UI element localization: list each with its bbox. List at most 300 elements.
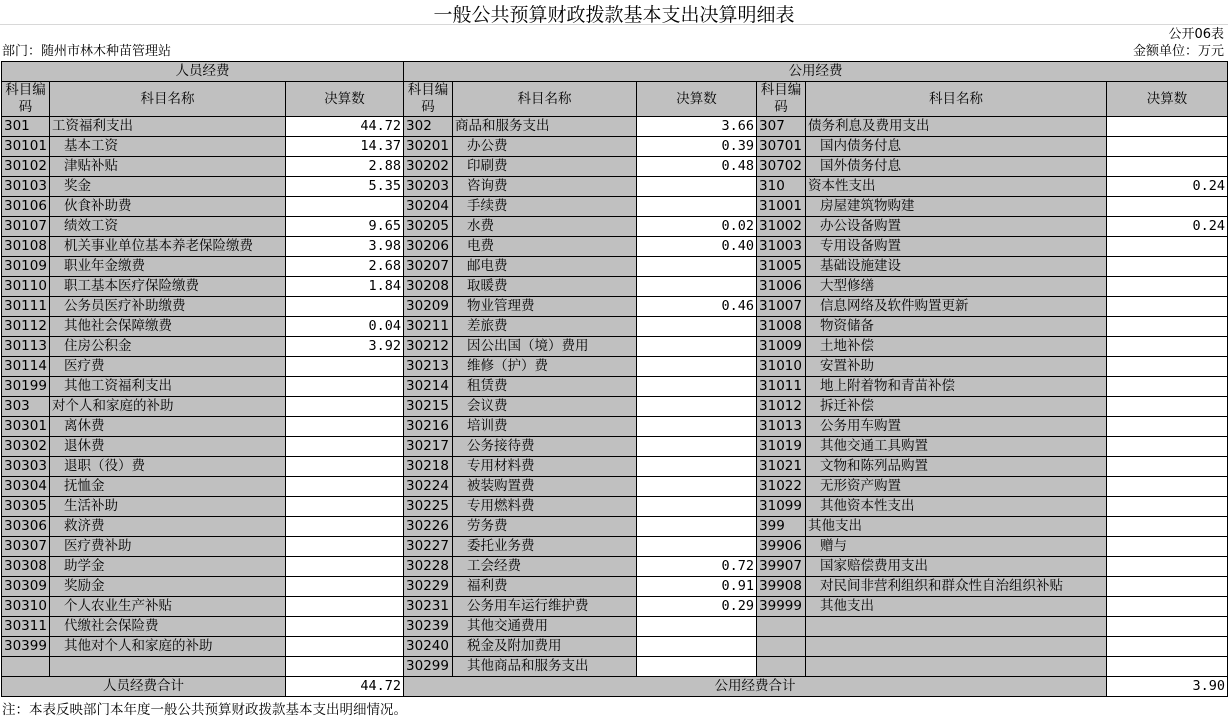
name-header-1: 科目名称 [50,82,286,117]
subject-name-cell: 其他社会保障缴费 [50,317,286,337]
amount-cell [1107,637,1228,657]
subject-name-cell: 其他对个人和家庭的补助 [50,637,286,657]
amount-cell [637,377,757,397]
amount-cell [286,397,404,417]
subject-code-cell: 30111 [2,297,50,317]
subject-code-cell: 301 [2,117,50,137]
table-row [2,317,1228,337]
subject-name-cell: 对民间非营利组织和群众性自治组织补贴 [806,577,1107,597]
amount-cell [1107,577,1228,597]
amount-cell [1107,197,1228,217]
subject-code-cell: 31022 [757,477,806,497]
public-total-label: 公用经费合计 [404,677,1107,697]
subject-name-cell [806,637,1107,657]
table-row [2,537,1228,557]
subject-code-cell: 39999 [757,597,806,617]
subject-code-cell: 399 [757,517,806,537]
subject-code-cell: 30305 [2,497,50,517]
table-row [2,177,1228,197]
table-row [2,657,1228,677]
table-row [2,197,1228,217]
subject-code-cell: 30106 [2,197,50,217]
personnel-total-label: 人员经费合计 [2,677,286,697]
subject-name-cell: 国内债务付息 [806,137,1107,157]
subject-name-cell: 无形资产购置 [806,477,1107,497]
subject-code-cell: 30214 [404,377,453,397]
subject-code-cell: 30303 [2,457,50,477]
subject-name-cell: 资本性支出 [806,177,1107,197]
amount-cell [1107,117,1228,137]
amount-cell [1107,477,1228,497]
subject-name-cell: 伙食补助费 [50,197,286,217]
subject-code-cell: 30308 [2,557,50,577]
subject-name-cell: 水费 [453,217,637,237]
amount-cell [286,457,404,477]
header-gridline [0,24,1228,62]
subject-name-cell: 其他支出 [806,597,1107,617]
subject-name-cell: 公务用车购置 [806,417,1107,437]
department-label: 部门：随州市林木种苗管理站 [2,44,172,59]
amount-cell [286,197,404,217]
table-row [2,397,1228,417]
table-row [2,617,1228,637]
subject-name-cell: 住房公积金 [50,337,286,357]
table-row [2,257,1228,277]
group-header-row [2,62,1228,82]
subject-name-cell: 公务接待费 [453,437,637,457]
subject-name-cell: 维修（护）费 [453,357,637,377]
subject-name-cell: 基本工资 [50,137,286,157]
column-header-row [2,82,1228,117]
subject-code-cell: 31019 [757,437,806,457]
table-row [2,577,1228,597]
subject-code-cell: 31021 [757,457,806,477]
subject-name-cell: 其他交通工具购置 [806,437,1107,457]
table-row [2,237,1228,257]
amount-cell [1107,617,1228,637]
amount-cell [1107,337,1228,357]
subject-code-cell: 31003 [757,237,806,257]
subject-code-cell: 31002 [757,217,806,237]
subject-code-cell: 30225 [404,497,453,517]
subject-name-cell: 委托业务费 [453,537,637,557]
amount-cell [637,177,757,197]
subject-code-cell [757,617,806,637]
subject-code-cell: 30301 [2,417,50,437]
subject-code-cell: 31001 [757,197,806,217]
subject-name-cell: 地上附着物和青苗补偿 [806,377,1107,397]
table-row [2,437,1228,457]
subject-code-cell: 310 [757,177,806,197]
subject-code-cell: 30218 [404,457,453,477]
subject-name-cell: 生活补助 [50,497,286,517]
amount-cell [637,197,757,217]
subject-code-cell: 30112 [2,317,50,337]
amount-cell [1107,277,1228,297]
table-row [2,217,1228,237]
subject-name-cell: 办公费 [453,137,637,157]
subject-name-cell: 国家赔偿费用支出 [806,557,1107,577]
amount-cell [1107,397,1228,417]
subject-code-cell: 30302 [2,437,50,457]
amount-cell [286,637,404,657]
subject-code-cell: 30205 [404,217,453,237]
subject-name-cell: 因公出国（境）费用 [453,337,637,357]
subject-code-cell: 39906 [757,537,806,557]
subject-name-cell: 助学金 [50,557,286,577]
subject-name-cell: 基础设施建设 [806,257,1107,277]
amount-cell [286,357,404,377]
table-row [2,117,1228,137]
amount-cell [1107,517,1228,537]
amount-cell [286,437,404,457]
subject-name-cell: 文物和陈列品购置 [806,457,1107,477]
subject-code-cell: 39907 [757,557,806,577]
subject-name-cell: 电费 [453,237,637,257]
subject-code-cell: 30227 [404,537,453,557]
subject-name-cell: 退职（役）费 [50,457,286,477]
totals-row [2,677,1228,697]
public-total-value: 3.90 [1107,677,1228,697]
subject-code-cell: 39908 [757,577,806,597]
subject-name-cell: 职业年金缴费 [50,257,286,277]
amount-cell: 44.72 [286,117,404,137]
subject-code-cell: 30110 [2,277,50,297]
subject-code-cell: 30101 [2,137,50,157]
subject-code-cell: 30102 [2,157,50,177]
subject-name-cell: 劳务费 [453,517,637,537]
subject-code-cell: 30203 [404,177,453,197]
subject-code-cell: 30226 [404,517,453,537]
amount-cell [286,517,404,537]
amount-cell [1107,537,1228,557]
table-row [2,637,1228,657]
subject-code-cell: 31007 [757,297,806,317]
form-number: 公开06表 [1168,27,1224,42]
amount-cell [1107,157,1228,177]
amount-cell: 3.92 [286,337,404,357]
subject-name-cell: 医疗费补助 [50,537,286,557]
amount-cell [1107,457,1228,477]
public-group-header: 公用经费 [404,62,1228,82]
amount-cell: 0.29 [637,597,757,617]
table-row [2,297,1228,317]
subject-code-cell: 31099 [757,497,806,517]
footnote: 注：本表反映部门本年度一般公共预算财政拨款基本支出明细情况。 [2,702,407,718]
amount-cell: 0.04 [286,317,404,337]
amount-header-2: 决算数 [637,82,757,117]
subject-code-cell: 303 [2,397,50,417]
amount-header-3: 决算数 [1107,82,1228,117]
amount-cell [286,497,404,517]
amount-cell: 2.88 [286,157,404,177]
amount-cell: 0.72 [637,557,757,577]
amount-cell [637,277,757,297]
subject-code-cell: 30108 [2,237,50,257]
subject-code-cell: 30231 [404,597,453,617]
personnel-total-value: 44.72 [286,677,404,697]
subject-name-cell: 印刷费 [453,157,637,177]
amount-cell [637,437,757,457]
subject-code-cell: 30208 [404,277,453,297]
amount-cell: 2.68 [286,257,404,277]
subject-name-cell: 机关事业单位基本养老保险缴费 [50,237,286,257]
subject-name-cell: 其他支出 [806,517,1107,537]
subject-code-cell: 30299 [404,657,453,677]
subject-name-cell: 职工基本医疗保险缴费 [50,277,286,297]
table-row [2,557,1228,577]
subject-code-cell: 30701 [757,137,806,157]
amount-cell [637,397,757,417]
amount-cell [1107,357,1228,377]
amount-cell [637,337,757,357]
amount-cell [637,457,757,477]
amount-cell: 3.98 [286,237,404,257]
table-row [2,417,1228,437]
subject-code-cell: 307 [757,117,806,137]
subject-code-cell [757,657,806,677]
subject-name-cell: 津贴补贴 [50,157,286,177]
subject-code-cell: 30311 [2,617,50,637]
subject-code-cell: 31012 [757,397,806,417]
subject-name-cell: 办公设备购置 [806,217,1107,237]
amount-cell: 0.39 [637,137,757,157]
amount-cell: 0.48 [637,157,757,177]
amount-cell [1107,557,1228,577]
amount-cell [637,517,757,537]
subject-name-cell: 专用材料费 [453,457,637,477]
subject-code-cell: 30213 [404,357,453,377]
subject-name-cell: 绩效工资 [50,217,286,237]
amount-cell [637,317,757,337]
amount-cell [1107,417,1228,437]
personnel-group-header: 人员经费 [2,62,404,82]
subject-name-cell: 公务用车运行维护费 [453,597,637,617]
subject-name-cell: 咨询费 [453,177,637,197]
subject-name-cell: 其他资本性支出 [806,497,1107,517]
subject-name-cell [806,657,1107,677]
amount-cell [637,477,757,497]
subject-code-cell: 30702 [757,157,806,177]
subject-name-cell: 退休费 [50,437,286,457]
amount-cell [286,297,404,317]
subject-name-cell: 个人农业生产补贴 [50,597,286,617]
amount-cell [1107,377,1228,397]
report-title: 一般公共预算财政拨款基本支出决算明细表 [433,4,795,26]
amount-cell: 1.84 [286,277,404,297]
subject-name-cell: 工资福利支出 [50,117,286,137]
subject-name-cell: 国外债务付息 [806,157,1107,177]
subject-name-cell: 会议费 [453,397,637,417]
subject-code-cell: 30228 [404,557,453,577]
subject-code-cell: 30109 [2,257,50,277]
table-row [2,497,1228,517]
subject-name-cell: 抚恤金 [50,477,286,497]
subject-name-cell: 大型修缮 [806,277,1107,297]
subject-name-cell: 房屋建筑物购建 [806,197,1107,217]
unit-label: 金额单位：万元 [1132,44,1224,59]
subject-code-cell: 30304 [2,477,50,497]
amount-cell [1107,597,1228,617]
subject-name-cell: 债务利息及费用支出 [806,117,1107,137]
amount-cell: 0.46 [637,297,757,317]
subject-name-cell: 代缴社会保险费 [50,617,286,637]
amount-cell: 0.40 [637,237,757,257]
subject-code-cell: 31011 [757,377,806,397]
code-header-2: 科目编码 [404,82,453,117]
table-row [2,517,1228,537]
amount-cell [286,597,404,617]
code-header-3: 科目编码 [757,82,806,117]
subject-name-cell: 信息网络及软件购置更新 [806,297,1107,317]
subject-code-cell: 30107 [2,217,50,237]
subject-name-cell: 手续费 [453,197,637,217]
subject-name-cell: 取暖费 [453,277,637,297]
subject-code-cell: 30216 [404,417,453,437]
subject-name-cell: 物业管理费 [453,297,637,317]
amount-cell: 3.66 [637,117,757,137]
subject-name-cell [806,617,1107,637]
table-row [2,357,1228,377]
table-row [2,137,1228,157]
subject-code-cell [2,657,50,677]
subject-code-cell: 30212 [404,337,453,357]
subject-name-cell: 救济费 [50,517,286,537]
subject-code-cell: 30217 [404,437,453,457]
subject-code-cell: 30306 [2,517,50,537]
subject-name-cell: 安置补助 [806,357,1107,377]
amount-cell: 5.35 [286,177,404,197]
subject-code-cell: 30103 [2,177,50,197]
subject-code-cell: 30399 [2,637,50,657]
subject-code-cell: 30215 [404,397,453,417]
code-header-1: 科目编码 [2,82,50,117]
amount-cell [637,357,757,377]
subject-code-cell: 30240 [404,637,453,657]
table-row [2,477,1228,497]
subject-name-cell: 其他交通费用 [453,617,637,637]
amount-cell [286,557,404,577]
table-row [2,457,1228,477]
name-header-2: 科目名称 [453,82,637,117]
amount-cell [637,637,757,657]
amount-header-1: 决算数 [286,82,404,117]
subject-code-cell: 30204 [404,197,453,217]
amount-cell [286,657,404,677]
subject-code-cell: 31009 [757,337,806,357]
amount-cell [1107,657,1228,677]
subject-code-cell: 31006 [757,277,806,297]
subject-name-cell: 差旅费 [453,317,637,337]
subject-name-cell [50,657,286,677]
amount-cell [637,497,757,517]
subject-name-cell: 福利费 [453,577,637,597]
subject-code-cell: 31010 [757,357,806,377]
subject-code-cell: 30113 [2,337,50,357]
amount-cell: 14.37 [286,137,404,157]
table-row [2,597,1228,617]
expenditure-table [1,61,1228,697]
subject-name-cell: 税金及附加费用 [453,637,637,657]
amount-cell [637,537,757,557]
subject-code-cell: 30207 [404,257,453,277]
subject-name-cell: 奖励金 [50,577,286,597]
subject-code-cell: 30310 [2,597,50,617]
subject-code-cell: 30211 [404,317,453,337]
amount-cell [286,417,404,437]
amount-cell [1107,257,1228,277]
amount-cell [637,657,757,677]
subject-name-cell: 对个人和家庭的补助 [50,397,286,417]
subject-code-cell: 30209 [404,297,453,317]
amount-cell [637,257,757,277]
amount-cell [1107,497,1228,517]
subject-name-cell: 离休费 [50,417,286,437]
subject-name-cell: 专用设备购置 [806,237,1107,257]
subject-name-cell: 奖金 [50,177,286,197]
amount-cell: 0.02 [637,217,757,237]
subject-code-cell: 30201 [404,137,453,157]
subject-code-cell: 302 [404,117,453,137]
subject-code-cell: 30199 [2,377,50,397]
subject-code-cell: 30224 [404,477,453,497]
amount-cell [637,617,757,637]
subject-name-cell: 专用燃料费 [453,497,637,517]
subject-name-cell: 赠与 [806,537,1107,557]
name-header-3: 科目名称 [806,82,1107,117]
subject-code-cell: 30229 [404,577,453,597]
amount-cell [1107,137,1228,157]
amount-cell [1107,297,1228,317]
amount-cell [286,617,404,637]
amount-cell [286,537,404,557]
amount-cell [637,417,757,437]
table-row [2,277,1228,297]
amount-cell: 0.24 [1107,177,1228,197]
subject-name-cell: 拆迁补偿 [806,397,1107,417]
subject-code-cell: 30239 [404,617,453,637]
amount-cell [286,577,404,597]
subject-name-cell: 工会经费 [453,557,637,577]
subject-name-cell: 公务员医疗补助缴费 [50,297,286,317]
subject-name-cell: 其他商品和服务支出 [453,657,637,677]
subject-code-cell: 31005 [757,257,806,277]
subject-code-cell: 31008 [757,317,806,337]
subject-code-cell: 30206 [404,237,453,257]
subject-name-cell: 培训费 [453,417,637,437]
subject-code-cell: 30309 [2,577,50,597]
table-row [2,337,1228,357]
table-row [2,157,1228,177]
subject-code-cell [757,637,806,657]
subject-name-cell: 商品和服务支出 [453,117,637,137]
subject-name-cell: 邮电费 [453,257,637,277]
subject-code-cell: 30307 [2,537,50,557]
subject-name-cell: 租赁费 [453,377,637,397]
subject-code-cell: 30202 [404,157,453,177]
amount-cell: 0.91 [637,577,757,597]
subject-name-cell: 被装购置费 [453,477,637,497]
subject-name-cell: 土地补偿 [806,337,1107,357]
amount-cell: 0.24 [1107,217,1228,237]
subject-name-cell: 物资储备 [806,317,1107,337]
subject-name-cell: 医疗费 [50,357,286,377]
amount-cell [286,477,404,497]
subject-code-cell: 30114 [2,357,50,377]
amount-cell [1107,437,1228,457]
subject-code-cell: 31013 [757,417,806,437]
subject-name-cell: 其他工资福利支出 [50,377,286,397]
